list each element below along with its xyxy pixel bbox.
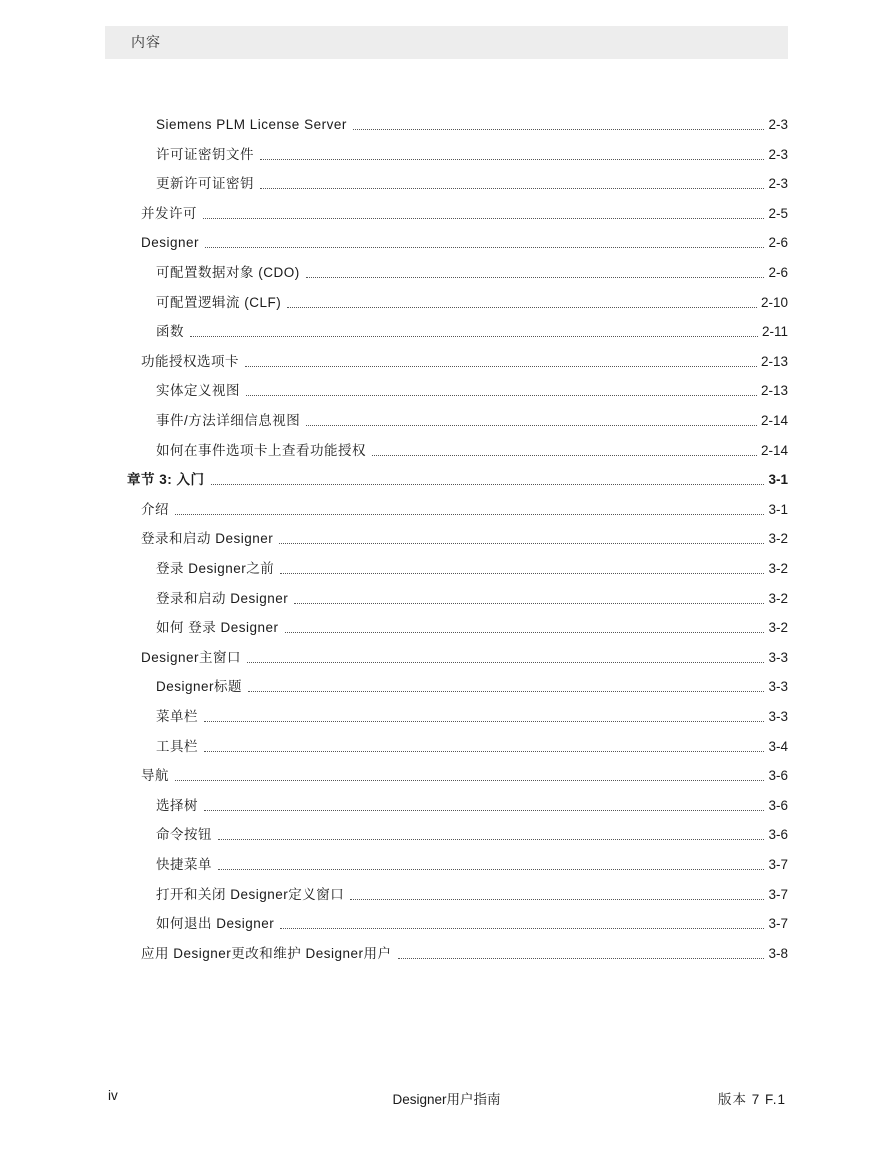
toc-entry-label: 登录和启动 Designer (141, 531, 274, 546)
toc-entry-page: 2-10 (760, 295, 788, 310)
toc-entry-label: 实体定义视图 (156, 383, 240, 398)
toc-entry[interactable] (156, 736, 788, 756)
toc-entry[interactable] (156, 440, 788, 460)
footer-version: 版本 7 F.1 (717, 1092, 786, 1107)
toc-entry-page: 2-6 (768, 235, 788, 250)
toc-entry-label: Designer (141, 235, 200, 250)
toc-entry-page: 3-3 (768, 709, 788, 724)
toc-entry[interactable] (156, 558, 788, 578)
toc-entry[interactable] (156, 321, 788, 341)
toc-entry-label: 可配置数据对象 (CDO) (156, 265, 300, 280)
toc-entry-page: 2-11 (761, 324, 788, 339)
toc-entry[interactable] (141, 232, 788, 252)
toc-entry-label: 章节 3: 入门 (127, 472, 205, 487)
toc-entry-page: 3-2 (768, 591, 788, 606)
toc-entry-label: Designer主窗口 (141, 650, 242, 665)
toc-entry-label: 功能授权选项卡 (141, 354, 239, 369)
toc-entry-label: 如何退出 Designer (156, 916, 275, 931)
toc-dot-leader (175, 513, 764, 515)
toc-entry-label: 事件/方法详细信息视图 (156, 413, 301, 428)
toc-entry-page: 3-2 (768, 561, 788, 576)
toc-entry-label: 菜单栏 (156, 709, 198, 724)
footer-page-number: iv (108, 1088, 118, 1103)
toc-entry-label: 登录和启动 Designer (156, 591, 289, 606)
toc-dot-leader (175, 779, 764, 781)
toc-entry-page: 2-14 (760, 413, 788, 428)
toc-entry[interactable] (156, 173, 788, 193)
toc-dot-leader (306, 276, 765, 278)
toc-dot-leader (204, 720, 764, 722)
toc-entry-label: 并发许可 (141, 206, 197, 221)
toc-entry[interactable] (156, 410, 788, 430)
toc-entry[interactable] (141, 528, 788, 548)
toc-entry-page: 3-2 (768, 620, 788, 635)
toc-dot-leader (205, 246, 764, 248)
toc-entry-page: 3-8 (768, 946, 788, 961)
toc-entry-label: 更新许可证密钥 (156, 176, 254, 191)
toc-entry-page: 3-7 (768, 916, 788, 931)
toc-dot-leader (353, 128, 765, 130)
toc-entry-page: 2-3 (768, 176, 788, 191)
toc-entry[interactable] (156, 913, 788, 933)
toc-entry-label: Siemens PLM License Server (156, 117, 347, 132)
toc-dot-leader (306, 424, 757, 426)
toc-entry[interactable] (141, 943, 788, 963)
toc-dot-leader (204, 750, 764, 752)
toc-entry[interactable] (156, 380, 788, 400)
toc-entry[interactable] (156, 854, 788, 874)
toc-dot-leader (280, 572, 764, 574)
toc-entry[interactable] (156, 292, 788, 312)
toc-entry-label: 快捷菜单 (156, 857, 212, 872)
toc-entry-label: 工具栏 (156, 739, 198, 754)
toc-entry-page: 3-6 (768, 768, 788, 783)
toc-entry-page: 2-3 (768, 147, 788, 162)
toc-entry-page: 3-4 (768, 739, 788, 754)
toc-entry-page: 2-13 (760, 354, 788, 369)
toc-entry[interactable] (141, 499, 788, 519)
toc-entry-label: 命令按钮 (156, 827, 212, 842)
toc-entry-page: 2-5 (768, 206, 788, 221)
toc-entry-label: Designer标题 (156, 679, 243, 694)
toc-entry-page: 2-3 (768, 117, 788, 132)
toc-entry[interactable] (156, 588, 788, 608)
toc-entry-page: 3-6 (768, 827, 788, 842)
toc-entry[interactable] (156, 884, 788, 904)
toc-entry-page: 3-7 (768, 857, 788, 872)
toc-dot-leader (287, 306, 757, 308)
toc-entry-page: 2-6 (768, 265, 788, 280)
section-title: 内容 (131, 34, 161, 50)
toc-dot-leader (247, 661, 764, 663)
toc-entry-page: 2-14 (760, 443, 788, 458)
toc-chapter-entry[interactable] (127, 469, 788, 489)
toc-dot-leader (398, 957, 765, 959)
toc-entry[interactable] (156, 676, 788, 696)
toc-entry[interactable] (156, 262, 788, 282)
toc-dot-leader (260, 187, 764, 189)
toc-dot-leader (203, 217, 764, 219)
toc-entry-label: 选择树 (156, 798, 198, 813)
toc-dot-leader (218, 838, 764, 840)
toc-entry-page: 3-6 (768, 798, 788, 813)
toc-entry-page: 3-1 (768, 472, 788, 487)
toc-entry-page: 3-3 (768, 679, 788, 694)
toc-dot-leader (211, 483, 765, 485)
toc-entry[interactable] (156, 617, 788, 637)
toc-entry[interactable] (156, 144, 788, 164)
toc-entry[interactable] (141, 351, 788, 371)
toc-entry-page: 3-3 (768, 650, 788, 665)
toc-entry-page: 2-13 (760, 383, 788, 398)
toc-entry-label: 许可证密钥文件 (156, 147, 254, 162)
toc-entry-page: 3-7 (768, 887, 788, 902)
toc-dot-leader (280, 927, 764, 929)
toc-entry[interactable] (156, 824, 788, 844)
toc-dot-leader (285, 631, 765, 633)
toc-dot-leader (246, 394, 757, 396)
toc-entry[interactable] (156, 114, 788, 134)
toc-entry[interactable] (141, 765, 788, 785)
toc-entry-page: 3-1 (768, 502, 788, 517)
toc-dot-leader (279, 542, 764, 544)
toc-entry-label: 可配置逻辑流 (CLF) (156, 295, 282, 310)
toc-entry-label: 导航 (141, 768, 169, 783)
toc-dot-leader (350, 898, 764, 900)
toc-entry-label: 如何在事件选项卡上查看功能授权 (156, 443, 366, 458)
toc-entry-label: 应用 Designer更改和维护 Designer用户 (141, 946, 392, 961)
toc-entry[interactable] (156, 706, 788, 726)
toc-entry-label: 登录 Designer之前 (156, 561, 275, 576)
toc-entry-label: 如何 登录 Designer (156, 620, 279, 635)
toc-dot-leader (294, 602, 764, 604)
page-header (105, 26, 788, 59)
toc-entry-label: 函数 (156, 324, 184, 339)
toc-entry-label: 打开和关闭 Designer定义窗口 (156, 887, 345, 902)
toc-dot-leader (218, 868, 764, 870)
toc-dot-leader (260, 158, 764, 160)
toc-entry-label: 介绍 (141, 502, 169, 517)
toc-entry[interactable] (156, 795, 788, 815)
footer-book-title: Designer用户指南 (392, 1092, 501, 1107)
toc-entry[interactable] (141, 203, 788, 223)
toc-dot-leader (190, 335, 758, 337)
toc-entry-page: 3-2 (768, 531, 788, 546)
toc-dot-leader (372, 454, 757, 456)
toc-dot-leader (248, 690, 764, 692)
toc-dot-leader (204, 809, 764, 811)
toc-entry[interactable] (141, 647, 788, 667)
toc-dot-leader (245, 365, 757, 367)
